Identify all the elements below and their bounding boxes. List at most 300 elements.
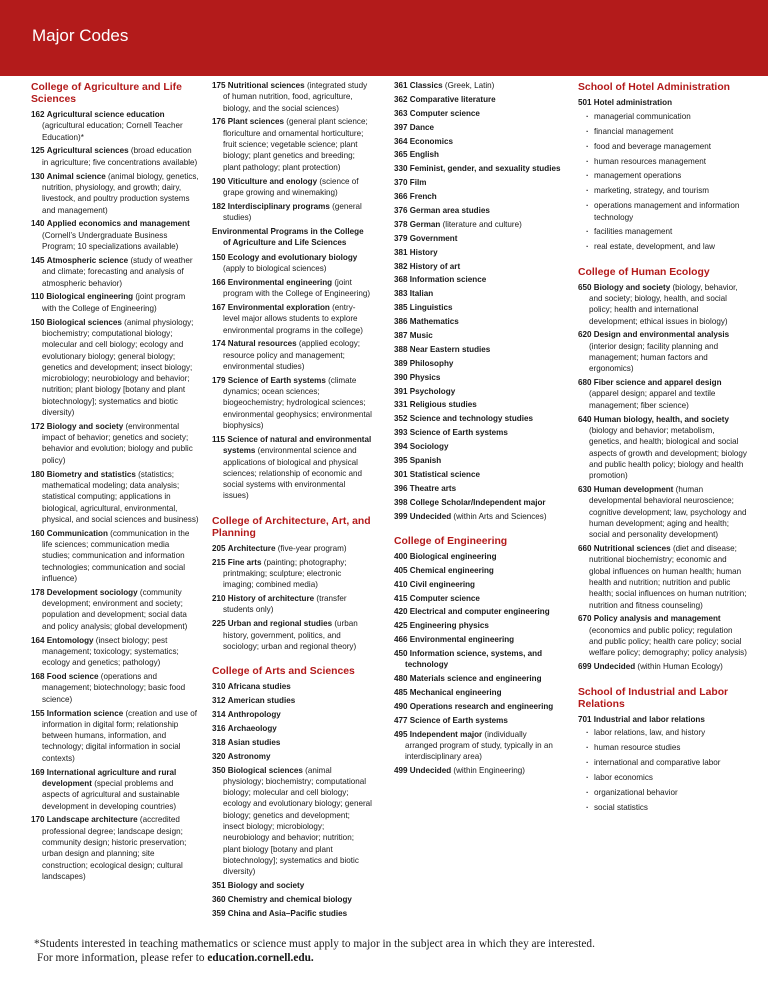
major-code: 386 [394,317,408,327]
major-code: 172 [31,421,45,431]
major-code: 364 [394,136,408,146]
major-code: 316 [212,723,226,733]
major-name: Environmental exploration [227,302,330,312]
major-description: (human developmental behavioral neuroscience; cognitive development; law, psychology and human development; aging and health; social and personality development) [589,485,747,540]
section-heading-agriculture: College of Agriculture and Life Sciences [31,82,182,105]
ilr-major: 701 Industrial and labor relations [578,714,705,724]
concentration-item: · international and comparative labor [578,757,748,768]
major-code: 312 [212,696,226,706]
major-entry [212,252,372,275]
major-entry [394,177,561,188]
major-description: (climate dynamics; ocean sciences; biogeochemistry; hydrological sciences; environmental geophysics; environmental biophysics) [223,375,372,431]
major-name: History [409,247,438,257]
major-entry [212,302,372,336]
major-code: 361 [394,81,408,90]
major-name: Communication [46,528,108,538]
major-entry [212,908,372,919]
major-name: Development sociology [46,587,138,597]
major-entry [212,695,372,706]
major-entry [394,441,561,452]
major-entry [394,565,561,576]
major-description: (literature and culture) [442,219,522,229]
column-4 [578,80,748,817]
major-description: (creation and use of information in digital form; relationship between humans, information, and technology; digital information in social contexts) [42,708,198,763]
major-list-engineering [394,551,561,777]
major-entry [31,145,199,168]
major-name: Animal science [46,171,106,181]
section-heading-arts: College of Arts and Sciences [212,666,355,678]
major-code: 160 [31,528,45,538]
major-name: College Scholar/Independent major [409,497,546,507]
major-code: 699 [578,662,592,672]
major-entry [578,414,748,482]
major-code: 381 [394,247,408,257]
major-code: 175 [212,81,226,90]
major-code: 396 [394,483,408,493]
major-name: Sociology [409,442,449,452]
major-name: Philosophy [409,358,454,368]
major-code: 155 [31,708,45,718]
major-code: 110 [31,292,45,302]
major-entry [394,316,561,327]
major-code: 670 [578,614,592,624]
major-name: Chemistry and chemical biology [227,894,352,904]
major-code: 399 [394,511,408,521]
major-name: Environmental engineering [227,277,333,287]
major-code: 394 [394,442,408,452]
major-name: Film [409,178,427,188]
major-entry [394,497,561,508]
major-list-environmental [212,252,372,502]
major-code: 330 [394,164,408,174]
major-name: Physics [409,372,441,382]
major-code: 225 [212,619,226,629]
major-name: Mathematics [409,317,459,327]
major-entry [31,671,199,705]
major-code: 382 [394,261,408,271]
major-entry [212,201,372,224]
major-name: Engineering physics [409,621,489,631]
major-description: (apparel design; apparel and textile management; fiber science) [589,389,716,410]
major-code: 366 [394,192,408,202]
concentration-item: · food and beverage management [578,141,748,152]
major-code: 415 [394,593,408,603]
page-title: Major Codes [32,26,129,45]
major-name: Nutritional sciences [227,81,305,90]
major-list-human-ecology [578,282,748,673]
major-description: (study of weather and climate; forecasting and analysis of atmospheric behavior) [42,255,193,288]
major-entry [394,302,561,313]
major-name: American studies [227,696,296,706]
major-description: (community development; environment and society; population and development; social data and policy analysis; global development) [42,587,188,631]
major-description: (economics and public policy; regulation and public policy; health care policy; social welfare policy; demography; policy analysis) [589,625,747,658]
major-entry [31,218,199,252]
hotel-concentrations [578,111,748,253]
major-code: 499 [394,766,408,776]
major-entry [394,620,561,631]
major-code: 150 [212,252,226,262]
major-code: 363 [394,108,408,118]
major-entry [394,344,561,355]
major-description: (science of grape growing and winemaking) [223,176,359,197]
major-description: (animal physiology; biochemistry; computational biology; molecular and cell biology; ecology and evolutionary biology; general biology; genetics and development; insect biology; microbiology; neurobiology and behavior; nutrition; plant biology [botany and plant biotechnology]; systematics and biotic diversity) [223,765,372,877]
major-name: Biological engineering [46,292,134,302]
major-name: Urban and regional studies [227,619,333,629]
major-code: 150 [31,317,45,327]
major-name: Near Eastern studies [409,344,491,354]
major-entry [212,80,372,114]
major-entry [212,737,372,748]
major-description: (accredited professional degree; landscape design; community design; historic preservation; urban design and planning; site construction; ecological design; cultural landscapes) [42,815,187,881]
major-code: 660 [578,544,592,554]
major-code: 162 [31,110,45,119]
major-description: (applied ecology; resource policy and management; environmental studies) [223,339,361,371]
major-code: 168 [31,672,45,682]
major-entry [31,291,199,314]
major-name: Mechanical engineering [409,688,502,698]
concentration-item: · management operations [578,170,748,181]
page-header [0,0,768,76]
major-code: 397 [394,122,408,132]
major-code: 388 [394,344,408,354]
major-name: Atmospheric science [46,255,129,265]
major-code: 640 [578,414,592,424]
major-entry [31,814,199,882]
major-entry [394,219,561,230]
major-code: 314 [212,709,226,719]
hotel-major: 501 Hotel administration [578,98,673,107]
major-name: Undecided [409,766,452,776]
major-name: Biology and society [227,881,305,891]
major-description: (integrated study of human nutrition, food, agriculture, biology, and the social sciences) [223,81,368,113]
major-entry [578,484,748,540]
major-entry [394,399,561,410]
major-description: (environmental science and applications of biological and physical sciences; relationship of economic and social systems with environmental issues) [223,446,363,501]
major-description: (general studies) [223,201,362,223]
concentration-item: · labor economics [578,772,748,783]
major-entry [394,469,561,480]
major-code: 176 [212,117,226,127]
major-description: (agricultural education; Cornell Teacher Education)* [42,121,183,142]
major-name: Biological sciences [46,317,122,327]
major-name: Archaeology [227,723,277,733]
major-name: Feminist, gender, and sexuality studies [409,164,561,174]
major-code: 450 [394,649,408,659]
major-name: Natural resources [227,339,297,349]
major-name: Applied economics and management [46,219,190,229]
major-entry [394,94,561,105]
major-name: Fine arts [227,557,262,567]
major-name: Dance [409,122,435,132]
major-description: (animal biology, genetics, nutrition, physiology, and growth; dairy, livestock, and poultry production systems and management) [42,171,199,215]
major-name: Fiber science and apparel design [593,378,722,388]
major-entry [578,661,748,672]
major-code: 650 [578,282,592,292]
major-entry [394,247,561,258]
major-description: (joint program with the College of Engineering) [42,292,186,313]
concentration-item: · human resource studies [578,742,748,753]
major-entry [31,421,199,466]
major-description: (entry-level major allows students to explore environmental programs in the college) [223,302,363,335]
major-code: 210 [212,594,226,604]
major-entry [31,635,199,669]
major-code: 387 [394,331,408,341]
major-entry [31,767,199,812]
major-entry [394,715,561,726]
major-name: Italian [409,289,434,299]
concentration-item: · operations management and information technology [578,200,748,223]
concentration-item: · real estate, development, and law [578,241,748,252]
major-name: Policy analysis and management [593,614,721,624]
major-description: (urban history, government, politics, and sociology; urban and regional theory) [223,619,358,651]
major-entry [394,330,561,341]
major-name: History of architecture [227,594,315,604]
major-entry [578,543,748,611]
major-description: (apply to biological sciences) [223,263,327,273]
major-entry [394,136,561,147]
major-code: 350 [212,765,226,775]
major-description: (special problems and aspects of agricultural and sustainable development in developing countries) [42,778,180,811]
major-entry [212,709,372,720]
major-description: (within Human Ecology) [637,662,723,672]
concentration-item: · managerial communication [578,111,748,122]
major-code: 190 [212,176,226,186]
major-code: 376 [394,206,408,216]
major-name: Government [409,233,458,243]
major-description: (diet and disease; nutritional biochemistry; economic and global influences on human health; human health and nutrition; nutrition and public health; social influences on human nutrition; nutrition and fitness counseling) [589,544,747,610]
major-code: 680 [578,378,592,388]
major-entry [394,80,561,91]
major-name: Design and environmental analysis [593,330,730,340]
major-entry [394,701,561,712]
major-name: Africana studies [227,682,291,692]
major-code: 360 [212,894,226,904]
major-code: 167 [212,302,226,312]
major-name: Information science [409,275,487,285]
footnote-line-1: *Students interested in teaching mathematics or science must apply to major in the subject area in which they are interested. [34,938,595,950]
major-code: 420 [394,607,408,617]
major-description: (biology, behavior, and society; biology, health, and social policy; health and international development; ethical issues in biology) [589,282,738,326]
major-description: (biology and behavior; metabolism, genetics, and health; biological and social aspects of growth and development; biology and public health policy; biology and health promotion) [589,425,747,481]
major-name: Materials science and engineering [409,674,542,684]
major-code: 410 [394,579,408,589]
major-entry [394,729,561,763]
major-list-agriculture-cont [212,80,372,223]
major-description: (statistics; mathematical modeling; data analysis; statistical computing; applications in biological, agricultural, environmental, physical, and social sciences and business) [42,469,199,524]
major-code: 301 [394,469,408,479]
major-name: Comparative literature [409,94,496,104]
major-name: Agricultural sciences [46,146,129,156]
major-entry [394,511,561,522]
major-code: 130 [31,171,45,181]
section-heading-ilr: School of Industrial and Labor Relations [578,686,729,710]
major-name: Landscape architecture [46,815,138,825]
major-entry [212,723,372,734]
major-description: (general plant science; floriculture and ornamental horticulture; fruit science; vegetable science; plant biology; plant genetics and breeding; plant pathology; plant protection) [223,117,368,172]
major-code: 370 [394,178,408,188]
major-name: German area studies [409,206,490,216]
major-code: 331 [394,400,408,410]
major-entry [578,282,748,327]
major-description: (insect biology; pest management; toxicology; systematics; ecology and genetics; pathology) [42,635,179,668]
major-name: Civil engineering [409,579,475,589]
major-code: 125 [31,146,45,156]
major-description: (broad education in agriculture; five concentrations available) [42,146,198,167]
major-entry [394,372,561,383]
major-name: Independent major [409,729,483,739]
major-entry [394,413,561,424]
column-1 [31,80,199,885]
major-code: 362 [394,94,408,104]
major-entry [394,122,561,133]
major-code: 390 [394,372,408,382]
major-code: 179 [212,375,226,385]
major-code: 630 [578,485,592,495]
major-name: Entomology [46,635,94,645]
major-list-arts-cont [394,80,561,522]
concentration-item: · marketing, strategy, and tourism [578,185,748,196]
major-name: German [409,219,441,229]
major-code: 398 [394,497,408,507]
footnote-prefix: For more information, please refer to [37,952,205,964]
major-name: Classics [409,81,443,90]
major-name: Chemical engineering [409,565,494,575]
concentration-item: · organizational behavior [578,787,748,798]
major-entry [394,288,561,299]
major-code: 174 [212,339,226,349]
major-name: Undecided [409,511,452,521]
major-code: 393 [394,428,408,438]
major-entry [578,329,748,374]
major-code: 368 [394,275,408,285]
major-list-architecture [212,543,372,652]
ilr-concentrations [578,727,748,813]
major-description: (within Arts and Sciences) [453,511,547,521]
major-code: 385 [394,303,408,313]
major-code: 145 [31,255,45,265]
major-name: Viticulture and enology [227,176,318,186]
major-description: (individually arranged program of study, typically in an interdisciplinary area) [405,729,553,762]
major-entry [212,593,372,616]
major-code: 164 [31,635,45,645]
major-code: 318 [212,737,226,747]
major-description: (five-year program) [277,543,347,553]
major-entry [212,375,372,431]
major-code: 182 [212,201,226,211]
major-name: Spanish [409,456,442,466]
major-code: 400 [394,551,408,561]
major-code: 490 [394,702,408,712]
major-entry [212,557,372,591]
major-entry [394,687,561,698]
major-entry [394,579,561,590]
major-name: Biology and society [593,282,671,292]
major-code: 205 [212,543,226,553]
major-entry [31,109,199,143]
major-name: Food science [46,672,99,682]
major-entry [31,255,199,289]
major-list-arts [212,681,372,919]
major-name: Undecided [593,662,636,672]
concentration-item: · human resources management [578,156,748,167]
section-heading-human-ecology: College of Human Ecology [578,266,710,278]
major-entry [212,880,372,891]
major-entry [31,171,199,216]
major-entry [31,317,199,419]
major-entry [394,205,561,216]
major-code: 395 [394,456,408,466]
major-entry [578,377,748,411]
major-entry [212,277,372,300]
major-entry [212,618,372,652]
major-code: 480 [394,674,408,684]
major-name: French [409,192,437,202]
education-link[interactable]: education.cornell.edu. [207,952,314,964]
column-3 [394,80,561,779]
major-entry [394,261,561,272]
major-entry [578,613,748,658]
concentration-item: · financial management [578,126,748,137]
major-name: Music [409,331,433,341]
major-code: 477 [394,716,408,725]
major-name: Science of Earth systems [409,716,508,725]
concentration-item: · labor relations, law, and history [578,727,748,738]
major-name: Biometry and statistics [46,469,136,479]
major-code: 391 [394,386,408,396]
major-entry [394,673,561,684]
major-code: 115 [212,434,226,444]
major-description: (Greek, Latin) [444,81,495,90]
major-entry [394,191,561,202]
major-name: Operations research and engineering [409,702,554,712]
major-entry [212,751,372,762]
major-name: Biological engineering [409,551,497,561]
major-entry [212,765,372,878]
concentration-item: · facilities management [578,226,748,237]
major-description: (Cornell’s Undergraduate Business Program; 10 specializations available) [42,230,179,252]
major-entry [394,606,561,617]
major-entry [394,233,561,244]
major-name: History of art [409,261,461,271]
major-name: Human development [593,485,674,495]
major-code: 215 [212,557,226,567]
major-name: Plant sciences [227,117,285,127]
major-name: Asian studies [227,737,281,747]
major-description: (animal physiology; biochemistry; computational biology; molecular and cell biology; ecology and evolutionary biology; general biology; genetics and development; insect biology; microbiology; neurobiology and behavior; nutrition; plant biology [botany and plant biotechnology]; systematics and biotic diversity) [42,317,194,417]
major-code: 425 [394,621,408,631]
major-name: Linguistics [409,303,453,313]
section-heading-hotel: School of Hotel Administration [578,82,731,93]
major-name: Biology and society [46,421,124,431]
major-entry [212,116,372,172]
major-code: 495 [394,729,408,739]
major-name: Computer science [409,593,480,603]
footnote-line-2 [34,951,744,965]
major-name: Theatre arts [409,483,457,493]
major-description: (operations and management; biotechnology; basic food science) [42,672,186,704]
major-code: 383 [394,289,408,299]
major-name: Computer science [409,108,480,118]
major-code: 485 [394,688,408,698]
major-code: 180 [31,469,45,479]
major-entry [31,469,199,525]
major-name: Information science, systems, and technology [405,649,543,670]
major-entry [394,108,561,119]
major-name: Biological sciences [227,765,303,775]
major-entry [394,483,561,494]
major-name: Interdisciplinary programs [227,201,330,211]
major-name: Psychology [409,386,456,396]
